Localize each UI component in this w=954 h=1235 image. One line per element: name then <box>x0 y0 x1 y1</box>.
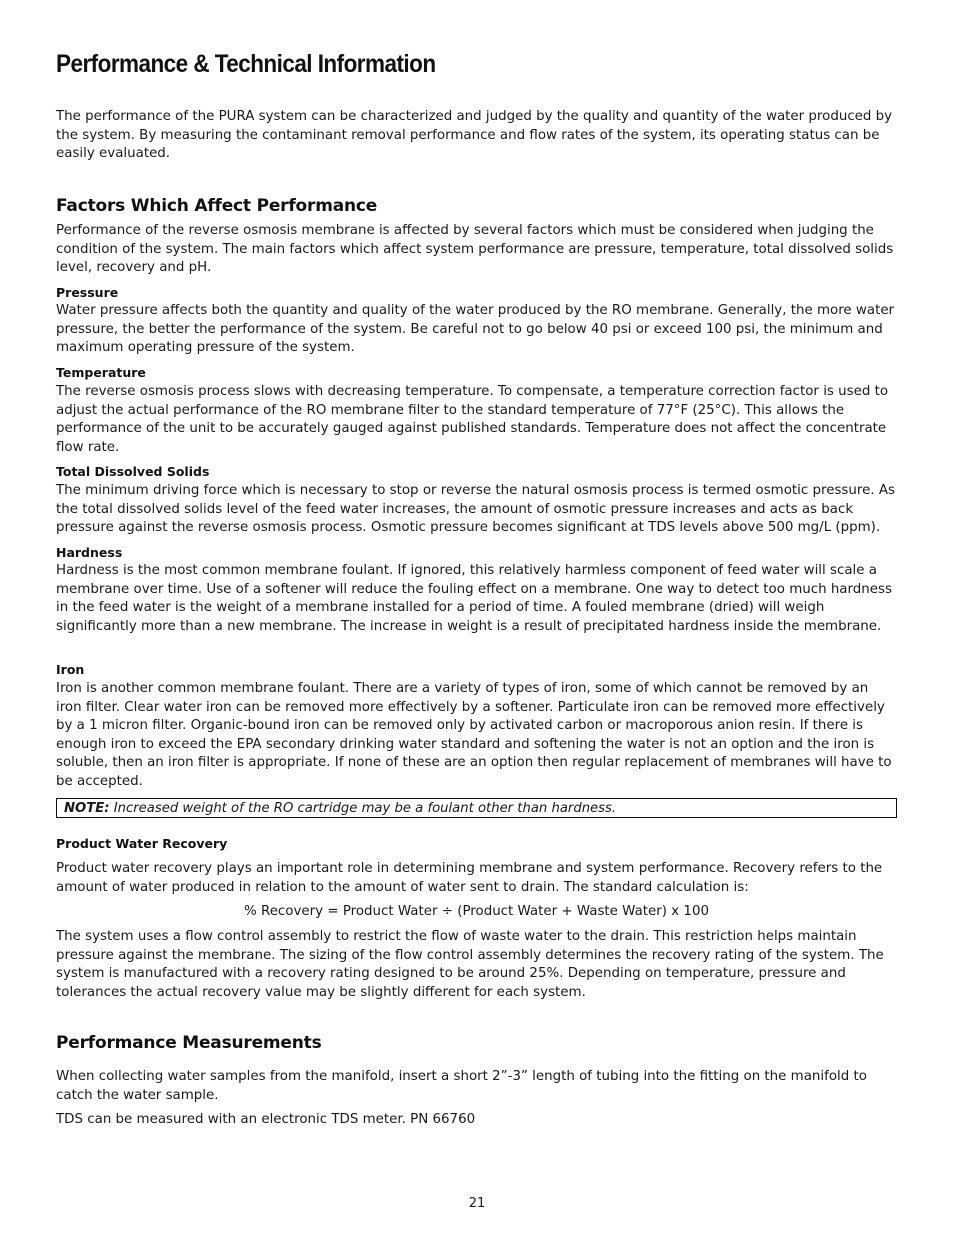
recovery-paragraph-2: The system uses a flow control assembly to restrict the flow of waste water to the drain. This restriction helps maintain pressure against the membrane. The sizing of the flow control assembly determines the recovery rating of the system. The system is manufactured with a recovery rating designed to be around 25%. Depending on temperature, pressure and tolerances the actual recovery value may be slightly different for each system. <box>56 929 884 1000</box>
iron-heading: Iron <box>56 662 85 677</box>
measurements-paragraph: When collecting water samples from the manifold, insert a short 2”-3” length of tubing into the fitting on the manifold to catch the water sample. <box>56 1069 867 1103</box>
factors-paragraph: Performance of the reverse osmosis membrane is affected by several factors which must be considered when judging the condition of the system. The main factors which affect system performance are pressure, temperature, total dissolved solids level, recovery and pH. <box>56 223 894 276</box>
recovery-paragraph: Product water recovery plays an important role in determining membrane and system performance. Recovery refers to the amount of water produced in relation to the amount of water sent to drain. The standard calculation is: <box>56 861 883 895</box>
measurements-paragraph-2: TDS can be measured with an electronic TDS meter. PN 66760 <box>56 1112 476 1127</box>
page-number: 21 <box>468 1196 486 1211</box>
tds-heading: Total Dissolved Solids <box>56 464 210 479</box>
note-box <box>56 798 897 818</box>
measurements-heading: Performance Measurements <box>56 1033 322 1053</box>
temperature-heading: Temperature <box>56 365 146 380</box>
recovery-heading: Product Water Recovery <box>56 836 228 851</box>
pressure-heading: Pressure <box>56 285 119 300</box>
hardness-paragraph: Hardness is the most common membrane foulant. If ignored, this relatively harmless component of feed water will scale a membrane over time. Use of a softener will reduce the fouling effect on a membrane. One way to detect too much hardness in the feed water is the weight of a membrane installed for a period of time. A fouled membrane (dried) will weigh significantly more than a new membrane. The increase in weight is a result of precipitated hardness inside the membrane. <box>56 563 892 634</box>
note-label: NOTE: <box>64 801 110 816</box>
tds-paragraph: The minimum driving force which is necessary to stop or reverse the natural osmosis process is termed osmotic pressure. As the total dissolved solids level of the feed water increases, the amount of osmotic pressure increases and acts as back pressure against the reverse osmosis process. Osmotic pressure becomes significant at TDS levels above 500 mg/L (ppm). <box>56 483 895 536</box>
intro-paragraph: The performance of the PURA system can be characterized and judged by the quality and quantity of the water produced by the system. By measuring the contaminant removal performance and flow rates of the system, its operating status can be easily evaluated. <box>56 109 893 162</box>
note-text: Increased weight of the RO cartridge may be a foulant other than hardness. <box>109 801 617 816</box>
factors-heading: Factors Which Affect Performance <box>56 196 378 216</box>
pressure-paragraph: Water pressure affects both the quantity and quality of the water produced by the RO membrane. Generally, the more water pressure, the better the performance of the system. Be careful not to go below 40 psi or exceed 100 psi, the minimum and maximum operating pressure of the system. <box>56 303 895 356</box>
page-title: Performance & Technical Information <box>56 50 436 78</box>
hardness-heading: Hardness <box>56 545 123 560</box>
temperature-paragraph: The reverse osmosis process slows with decreasing temperature. To compensate, a temperature correction factor is used to adjust the actual performance of the RO membrane filter to the standard temperature of 77°F (25°C). This allows the performance of the unit to be accurately gauged against published standards. Temperature does not affect the concentrate flow rate. <box>56 384 889 455</box>
iron-paragraph: Iron is another common membrane foulant. There are a variety of types of iron, some of which cannot be removed by an iron filter. Clear water iron can be removed more effectively by a softener. Particulate iron can be removed more effectively by a 1 micron filter. Organic-bound iron can be removed only by activated carbon or macroporous anion resin. If there is enough iron to exceed the EPA secondary drinking water standard and softening the water is not an option and the iron is soluble, then an iron filter is appropriate. If none of these are an option then regular replacement of membranes will have to be accepted. <box>56 681 892 789</box>
recovery-formula: % Recovery = Product Water ÷ (Product Water + Waste Water) x 100 <box>244 904 709 919</box>
